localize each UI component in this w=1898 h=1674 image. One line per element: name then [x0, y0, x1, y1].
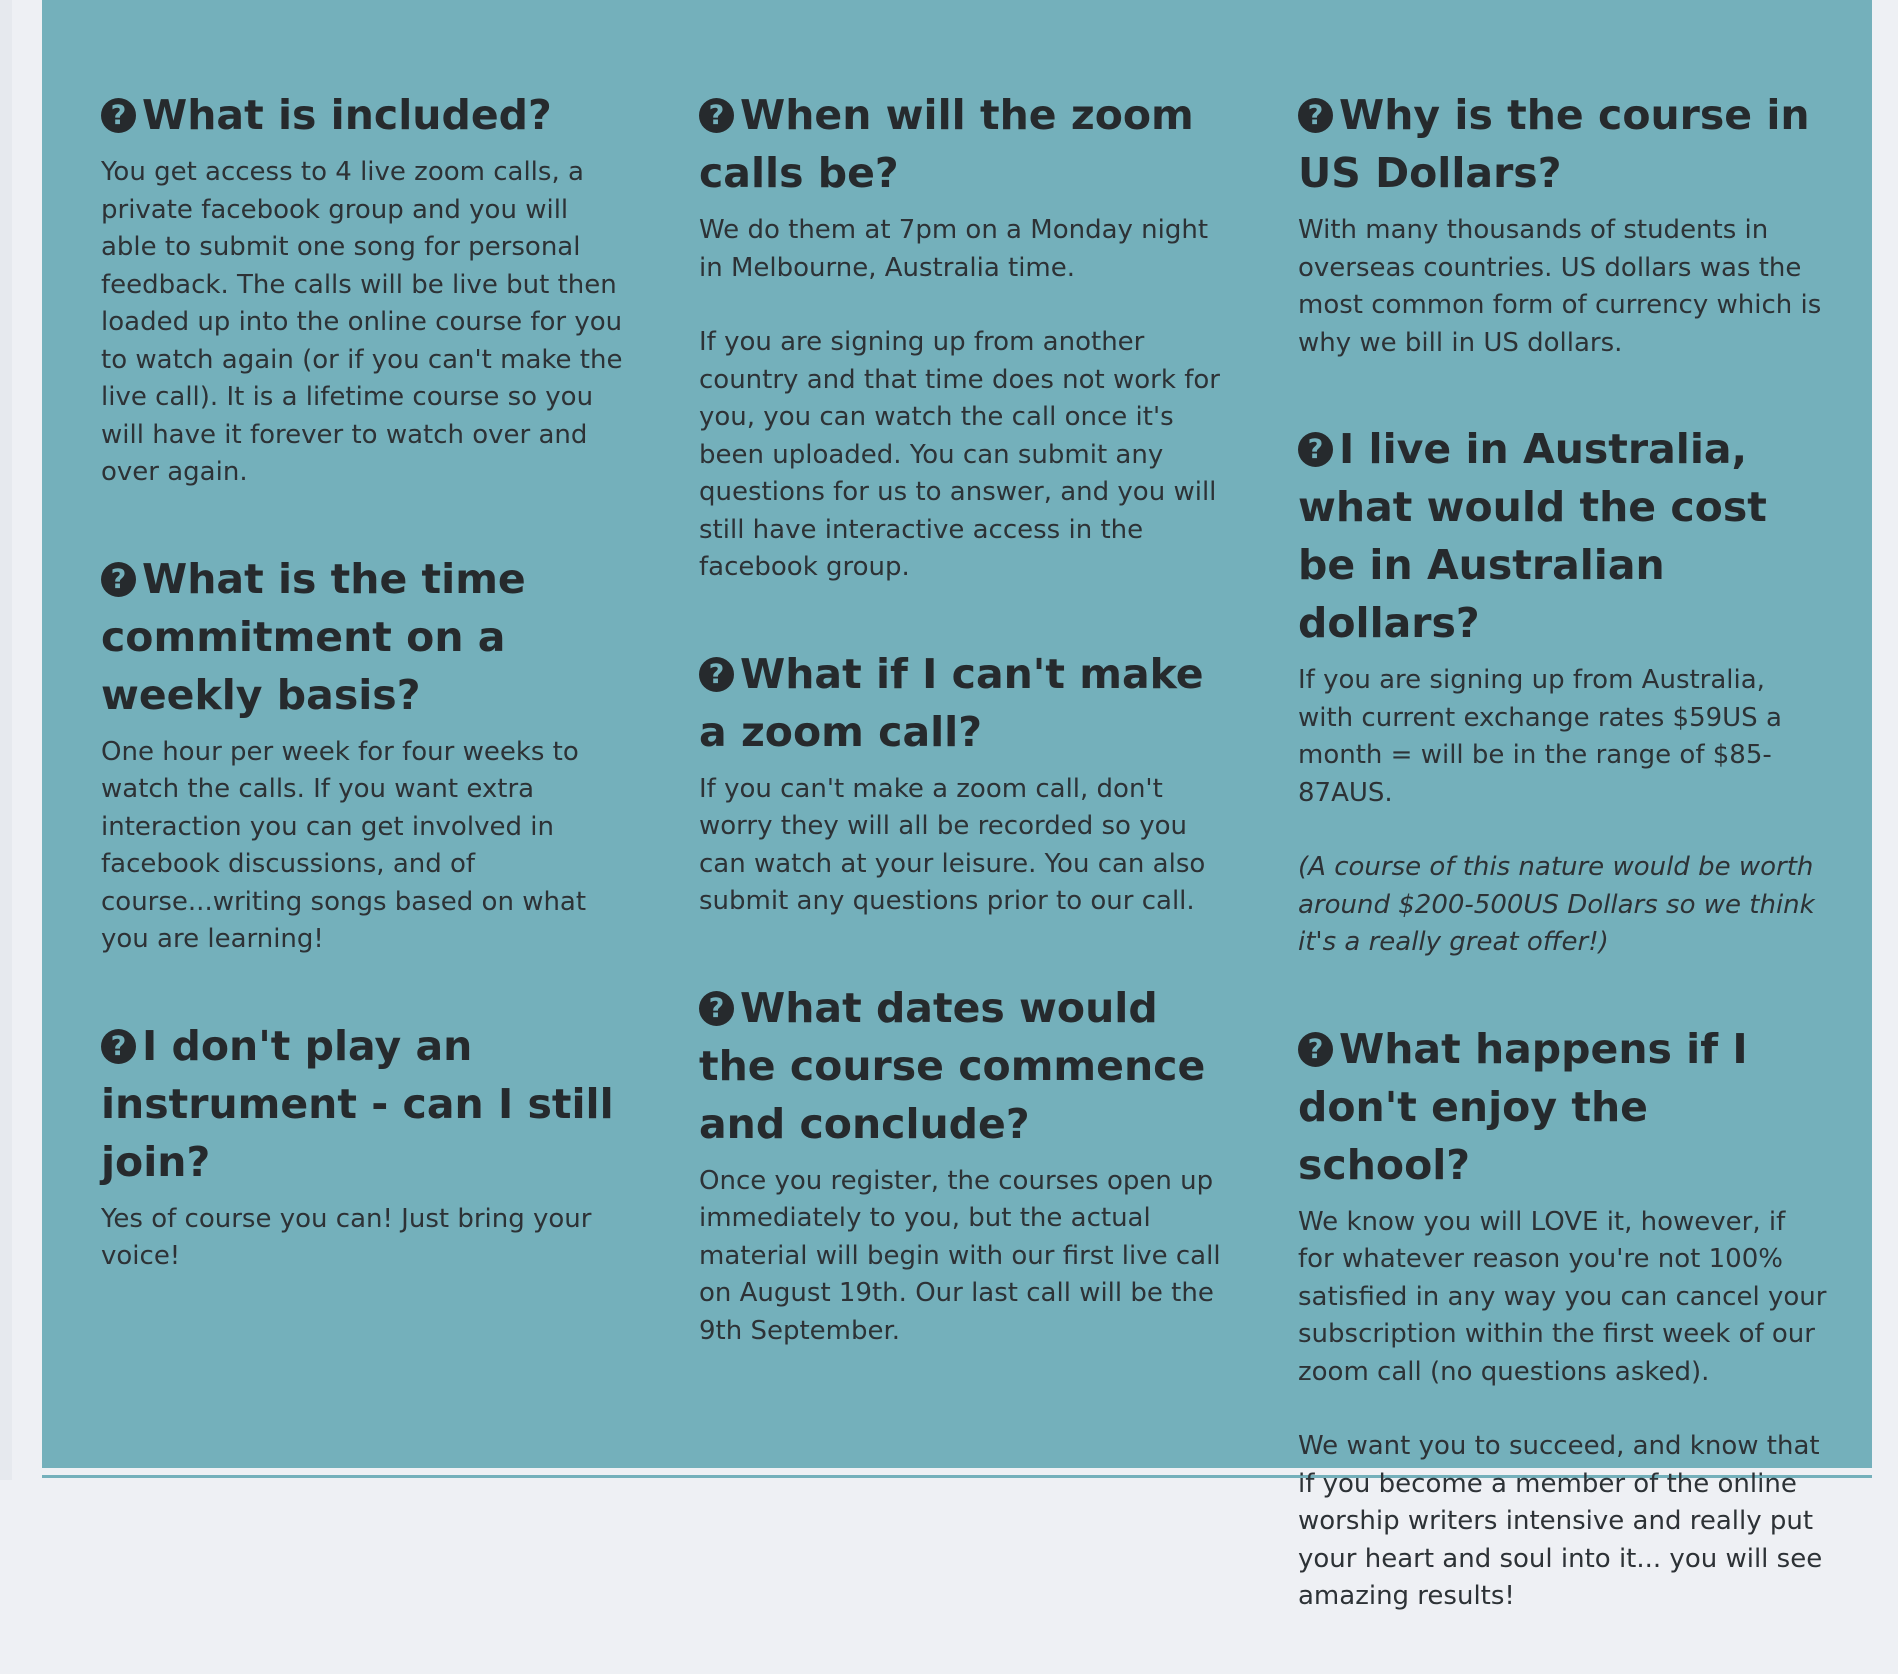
faq-column-2	[699, 86, 1229, 1408]
faq-question	[1298, 1020, 1828, 1194]
faq-question	[699, 645, 1229, 761]
faq-answer: If you are signing up from another country and that time does not work for you, you can watch the call once it's been uploaded. You can submit any questions for us to answer, and you will still have interactive access in the facebook group.	[699, 327, 1220, 582]
faq-item	[699, 645, 1229, 921]
faq-item	[101, 550, 631, 959]
faq-answer: We want you to succeed, and know that if you become a member of the online worship writers intensive and really put your heart and soul into it... you will see amazing results!	[1298, 1431, 1823, 1611]
faq-answer: Yes of course you can! Just bring your voice!	[101, 1203, 592, 1271]
question-circle-icon: ?	[1298, 1032, 1333, 1067]
faq-question-text: What dates would the course commence and conclude?	[699, 983, 1206, 1148]
question-circle-icon: ?	[699, 98, 734, 133]
faq-answer: One hour per week for four weeks to watch the calls. If you want extra interaction you can get involved in facebook discussions, and of course...writing songs based on what you are learning!	[101, 736, 587, 954]
faq-answer: Once you register, the courses open up immediately to you, but the actual material will begin with our first live call on August 19th. Our last call will be the 9th September.	[699, 1165, 1221, 1346]
faq-answer: If you are signing up from Australia, with current exchange rates $59US a month = will be in the range of $85-87AUS.	[1298, 665, 1782, 808]
faq-question-text: Why is the course in US Dollars?	[1298, 91, 1810, 197]
faq-question	[1298, 86, 1828, 202]
faq-answer: We do them at 7pm on a Monday night in Melbourne, Australia time.	[699, 215, 1209, 283]
faq-question	[101, 86, 631, 144]
faq-column-3	[1298, 86, 1828, 1674]
question-circle-icon: ?	[101, 562, 136, 597]
faq-question	[101, 1017, 631, 1191]
question-circle-icon: ?	[101, 98, 136, 133]
faq-item	[699, 979, 1229, 1351]
question-circle-icon: ?	[699, 991, 734, 1026]
question-circle-icon: ?	[1298, 432, 1333, 467]
faq-item	[1298, 86, 1828, 362]
faq-answer: If you can't make a zoom call, don't worry they will all be recorded so you can watch at your leisure. You can also submit any questions prior to our call.	[699, 773, 1206, 916]
faq-answer: We know you will LOVE it, however, if for whatever reason you're not 100% satisfied in any way you can cancel your subscription within the first week of our zoom call (no questions asked).	[1298, 1206, 1827, 1387]
faq-question	[699, 86, 1229, 202]
faq-item	[1298, 1020, 1828, 1616]
faq-question-text: What is included?	[142, 91, 552, 139]
question-circle-icon: ?	[699, 657, 734, 692]
faq-question-text: I live in Australia, what would the cost be in Australian dollars?	[1298, 425, 1767, 647]
faq-question-text: When will the zoom calls be?	[699, 91, 1194, 197]
faq-question-text: What if I can't make a zoom call?	[699, 649, 1204, 756]
faq-question	[699, 979, 1229, 1153]
faq-answer: (A course of this nature would be worth around $200-500US Dollars so we think it's a really great offer!)	[1298, 852, 1815, 957]
question-circle-icon: ?	[101, 1029, 136, 1064]
faq-question	[101, 550, 631, 724]
faq-item	[1298, 420, 1828, 962]
page-left-gutter	[0, 0, 12, 1480]
faq-answer: You get access to 4 live zoom calls, a private facebook group and you will able to submit one song for personal feedback. The calls will be live but then loaded up into the online course for you to watch again (or if you can't make the live call). It is a lifetime course so you will have it forever to watch over and over again.	[101, 157, 623, 487]
faq-column-1	[101, 86, 631, 1334]
faq-item	[699, 86, 1229, 587]
question-circle-icon: ?	[1298, 98, 1333, 133]
faq-question-text: I don't play an instrument - can I still join?	[101, 1021, 614, 1186]
faq-item	[101, 86, 631, 492]
faq-answer: With many thousands of students in overseas countries. US dollars was the most common form of currency which is why we bill in US dollars.	[1298, 215, 1822, 358]
faq-question-text: What happens if I don't enjoy the school?	[1298, 1024, 1748, 1189]
faq-item	[101, 1017, 631, 1276]
faq-question	[1298, 420, 1828, 652]
faq-question-text: What is the time commitment on a weekly basis?	[101, 554, 526, 719]
